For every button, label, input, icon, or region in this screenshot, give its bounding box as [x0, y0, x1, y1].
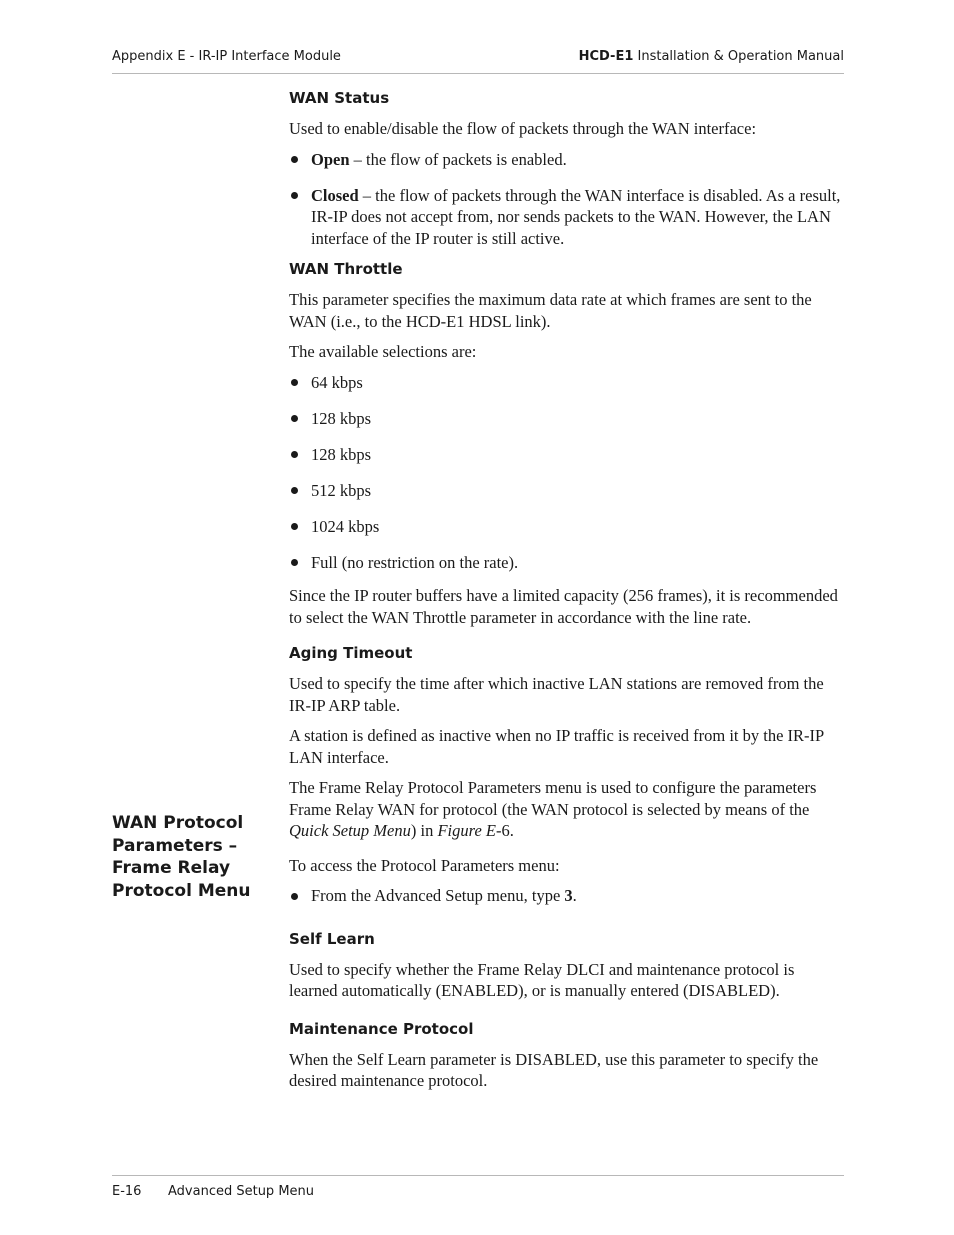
- maintenance-protocol-p1: When the Self Learn parameter is DISABLED, use this parameter to specify the desired maintenance protocol.: [289, 1049, 819, 1090]
- throttle-option: 128 kbps: [311, 408, 372, 428]
- bullet-icon: [291, 379, 298, 386]
- throttle-option: 64 kbps: [311, 372, 363, 392]
- aging-timeout-p2: A station is defined as inactive when no IP traffic is received from it by the IR-IP LAN interface.: [289, 726, 824, 767]
- list-item: [289, 444, 845, 466]
- step-text: From the Advanced Setup menu, type: [311, 886, 565, 905]
- open-description: – the flow of packets is enabled.: [349, 149, 567, 169]
- header-manual-title: [579, 49, 844, 64]
- side-heading-line: WAN Protocol: [112, 813, 244, 833]
- section-title-wan-status: WAN Status: [289, 89, 390, 107]
- list-item: [289, 516, 845, 538]
- wan-throttle-p2: The available selections are:: [289, 342, 477, 361]
- frame-relay-text: The Frame Relay Protocol Parameters menu is used to configure the parameters Frame Relay WAN for protocol (the WAN protocol is selected by means of the: [289, 778, 817, 819]
- list-item: [289, 149, 845, 171]
- aging-timeout-p1: Used to specify the time after which inactive LAN stations are removed from the IR-IP ARP table.: [289, 674, 824, 715]
- header-product: HCD-E1: [578, 49, 634, 64]
- self-learn-p1: Used to specify whether the Frame Relay DLCI and maintenance protocol is learned automatically (ENABLED), or is manually entered (DISABLED).: [289, 959, 795, 1000]
- page-footer: [112, 1175, 844, 1206]
- frame-relay-ref-figure: Figure E-: [437, 821, 502, 840]
- side-heading-line: Protocol Menu: [112, 880, 251, 901]
- list-item: [289, 885, 845, 907]
- bullet-icon: [291, 893, 298, 900]
- frame-relay-ref-menu: Quick Setup Menu: [289, 821, 411, 840]
- list-item: [289, 185, 845, 250]
- side-heading-frame-relay: [112, 812, 272, 902]
- list-item: [289, 408, 845, 430]
- list-item: [289, 372, 845, 394]
- wan-status-list: [289, 149, 845, 250]
- page-header: [112, 47, 844, 74]
- term-closed: Closed: [311, 185, 359, 205]
- list-item: [289, 480, 845, 502]
- bullet-icon: [291, 487, 298, 494]
- list-item: [289, 552, 845, 574]
- frame-relay-steps: [289, 885, 845, 907]
- term-open: Open: [311, 149, 350, 169]
- header-chapter: Appendix E - IR-IP Interface Module: [112, 49, 341, 64]
- wan-throttle-p3: Since the IP router buffers have a limited capacity (256 frames), it is recommended to select the WAN Throttle parameter in accordance with the line rate.: [289, 586, 838, 627]
- throttle-option: 512 kbps: [311, 480, 372, 500]
- section-title-self-learn: Self Learn: [289, 929, 375, 948]
- footer-title: Advanced Setup Menu: [168, 1184, 315, 1199]
- side-heading-line: Frame Relay: [112, 858, 231, 878]
- section-title-aging-timeout: Aging Timeout: [289, 644, 413, 662]
- throttle-option: 128 kbps: [311, 444, 372, 464]
- throttle-option: 1024 kbps: [311, 516, 380, 536]
- frame-relay-text: 6.: [501, 821, 514, 840]
- frame-relay-intro: [289, 777, 845, 842]
- step-text: .: [572, 886, 577, 905]
- frame-relay-access: To access the Protocol Parameters menu:: [289, 855, 560, 875]
- bullet-icon: [291, 156, 298, 163]
- frame-relay-text: ) in: [410, 821, 438, 840]
- step-key: 3: [564, 886, 573, 905]
- throttle-options-list: [289, 372, 845, 574]
- bullet-icon: [291, 523, 298, 530]
- header-manual-rest: Installation & Operation Manual: [633, 49, 844, 64]
- page-number: E-16: [112, 1184, 142, 1199]
- bullet-icon: [291, 559, 298, 566]
- section-title-maintenance-protocol: Maintenance Protocol: [289, 1019, 474, 1038]
- closed-description: – the flow of packets through the WAN interface is disabled. As a result, IR-IP does not accept from, nor sends packets to the WAN. However, the LAN interface of the IP router is still active.: [311, 185, 841, 248]
- side-heading-line: Parameters –: [112, 835, 238, 856]
- bullet-icon: [291, 451, 298, 458]
- bullet-icon: [291, 415, 298, 422]
- main-body: [289, 88, 845, 1101]
- bullet-icon: [291, 192, 298, 199]
- throttle-option: Full (no restriction on the rate).: [311, 552, 519, 572]
- wan-throttle-p1: This parameter specifies the maximum data rate at which frames are sent to the WAN (i.e., to the HCD-E1 HDSL link).: [289, 290, 812, 331]
- wan-status-intro: Used to enable/disable the flow of packets through the WAN interface:: [289, 119, 757, 138]
- section-title-wan-throttle: WAN Throttle: [289, 260, 403, 278]
